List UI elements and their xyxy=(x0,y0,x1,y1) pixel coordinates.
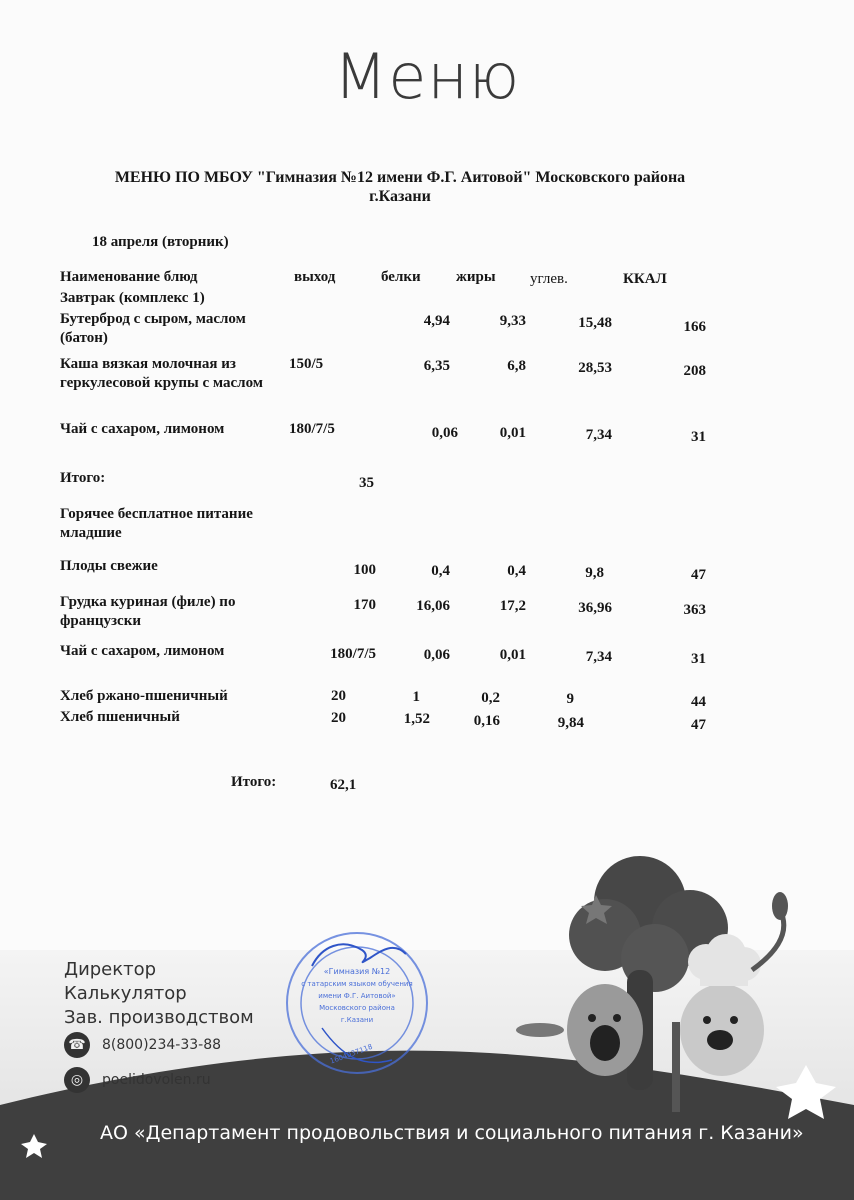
table-row xyxy=(60,557,158,576)
dish-name: Чай с сахаром, лимоном xyxy=(60,421,225,437)
protein-value: 0,06 xyxy=(423,647,450,663)
menu-heading xyxy=(60,168,740,206)
kcal-value: 166 xyxy=(683,319,706,335)
dish-name: Плоды свежие xyxy=(60,558,158,574)
carbs-value: 36,96 xyxy=(578,600,612,616)
kcal-value: 31 xyxy=(691,651,706,667)
production-head-label: Зав. производством xyxy=(64,1007,254,1028)
hot-total-label: Итого: xyxy=(231,774,277,790)
stamp-line-4: Московского района xyxy=(319,1004,395,1012)
carbs-value: 9,8 xyxy=(585,565,604,581)
table-row xyxy=(60,310,246,348)
breakfast-section-label: Завтрак (комплекс 1) xyxy=(60,290,205,306)
hot-meal-label-line-1: Горячее бесплатное питание xyxy=(60,506,253,522)
dish-name: Грудка куриная (филе) по xyxy=(60,594,236,610)
stamp-line-2: с татарским языком обучения xyxy=(301,980,413,988)
hot-meal-section-label xyxy=(60,505,253,543)
official-stamp xyxy=(282,928,432,1078)
dish-name-cont: французски xyxy=(60,613,141,629)
table-row xyxy=(60,642,224,661)
carbs-value: 9 xyxy=(566,691,574,707)
output-value: 170 xyxy=(353,597,376,613)
column-header-kcal: ККАЛ xyxy=(623,271,667,287)
output-value: 150/5 xyxy=(289,356,324,372)
stamp-line-3: имени Ф.Г. Аитовой» xyxy=(318,992,396,1000)
phone-icon: ☎ xyxy=(64,1032,90,1058)
carbs-value: 9,84 xyxy=(557,715,584,731)
column-header-name: Наименование блюд xyxy=(60,269,198,285)
table-row xyxy=(60,420,224,439)
output-value: 100 xyxy=(353,562,376,578)
fat-value: 0,01 xyxy=(499,425,526,441)
fat-value: 0,2 xyxy=(481,690,500,706)
dish-name: Каша вязкая молочная из xyxy=(60,356,236,372)
carbs-value: 7,34 xyxy=(585,427,612,443)
table-row xyxy=(60,593,235,631)
fat-value: 0,16 xyxy=(473,713,500,729)
kcal-value: 31 xyxy=(691,429,706,445)
fat-value: 17,2 xyxy=(499,598,526,614)
handwritten-title: Меню xyxy=(333,40,521,113)
fat-value: 0,01 xyxy=(499,647,526,663)
breakfast-total-value: 35 xyxy=(359,475,374,491)
menu-date: 18 апреля (вторник) xyxy=(92,234,229,250)
protein-value: 4,94 xyxy=(423,313,450,329)
company-name: АО «Департамент продовольствия и социального питания г. Казани» xyxy=(100,1122,804,1144)
protein-value: 1,52 xyxy=(403,711,430,727)
output-value: 20 xyxy=(331,710,346,726)
dish-name-cont: геркулесовой крупы с маслом xyxy=(60,375,264,391)
carbs-value: 7,34 xyxy=(585,649,612,665)
protein-value: 0,06 xyxy=(431,425,458,441)
calculator-label: Калькулятор xyxy=(64,983,187,1004)
stamp-line-5: г.Казани xyxy=(340,1016,374,1024)
breakfast-total-label: Итого: xyxy=(60,470,106,486)
dish-name-cont: (батон) xyxy=(60,330,108,346)
output-value: 180/7/5 xyxy=(289,421,335,437)
output-value: 180/7/5 xyxy=(330,646,376,662)
protein-value: 6,35 xyxy=(423,358,450,374)
signature-scribble xyxy=(312,944,406,966)
dish-name: Бутерброд с сыром, маслом xyxy=(60,311,246,327)
kcal-value: 44 xyxy=(691,694,706,710)
dish-name: Чай с сахаром, лимоном xyxy=(60,643,225,659)
dish-name: Хлеб пшеничный xyxy=(60,709,180,725)
fat-value: 6,8 xyxy=(507,358,526,374)
menu-heading-line-2: г.Казани xyxy=(369,188,431,205)
column-header-fat: жиры xyxy=(456,269,496,285)
kcal-value: 363 xyxy=(683,602,706,618)
fat-value: 9,33 xyxy=(499,313,526,329)
output-value: 20 xyxy=(331,688,346,704)
table-row xyxy=(60,687,228,706)
hot-meal-label-line-2: младшие xyxy=(60,525,122,541)
protein-value: 1 xyxy=(412,689,420,705)
kcal-value: 47 xyxy=(691,567,706,583)
protein-value: 0,4 xyxy=(431,563,450,579)
protein-value: 16,06 xyxy=(416,598,450,614)
fat-value: 0,4 xyxy=(507,563,526,579)
director-label: Директор xyxy=(64,959,157,980)
column-header-output: выход xyxy=(294,269,336,285)
column-header-protein: белки xyxy=(381,269,421,285)
table-row xyxy=(60,355,263,393)
carbs-value: 15,48 xyxy=(578,315,612,331)
globe-icon: ◎ xyxy=(64,1067,90,1093)
kcal-value: 47 xyxy=(691,717,706,733)
phone-number: 8(800)234-33-88 xyxy=(102,1037,222,1053)
hot-total-value: 62,1 xyxy=(330,777,357,793)
menu-heading-line-1: МЕНЮ ПО МБОУ "Гимназия №12 имени Ф.Г. Аитовой" Московского района xyxy=(114,169,686,186)
kcal-value: 208 xyxy=(683,363,706,379)
carbs-value: 28,53 xyxy=(578,360,612,376)
column-header-carbs: углев. xyxy=(530,271,568,287)
signatures-block xyxy=(64,958,254,1030)
website-link[interactable]: poelidovolen.ru xyxy=(102,1072,211,1088)
table-row xyxy=(60,708,180,727)
dish-name: Хлеб ржано-пшеничный xyxy=(60,688,228,704)
stamp-ring-number: 1604037118 xyxy=(329,1042,374,1066)
stamp-line-1: «Гимназия №12 xyxy=(323,967,391,976)
